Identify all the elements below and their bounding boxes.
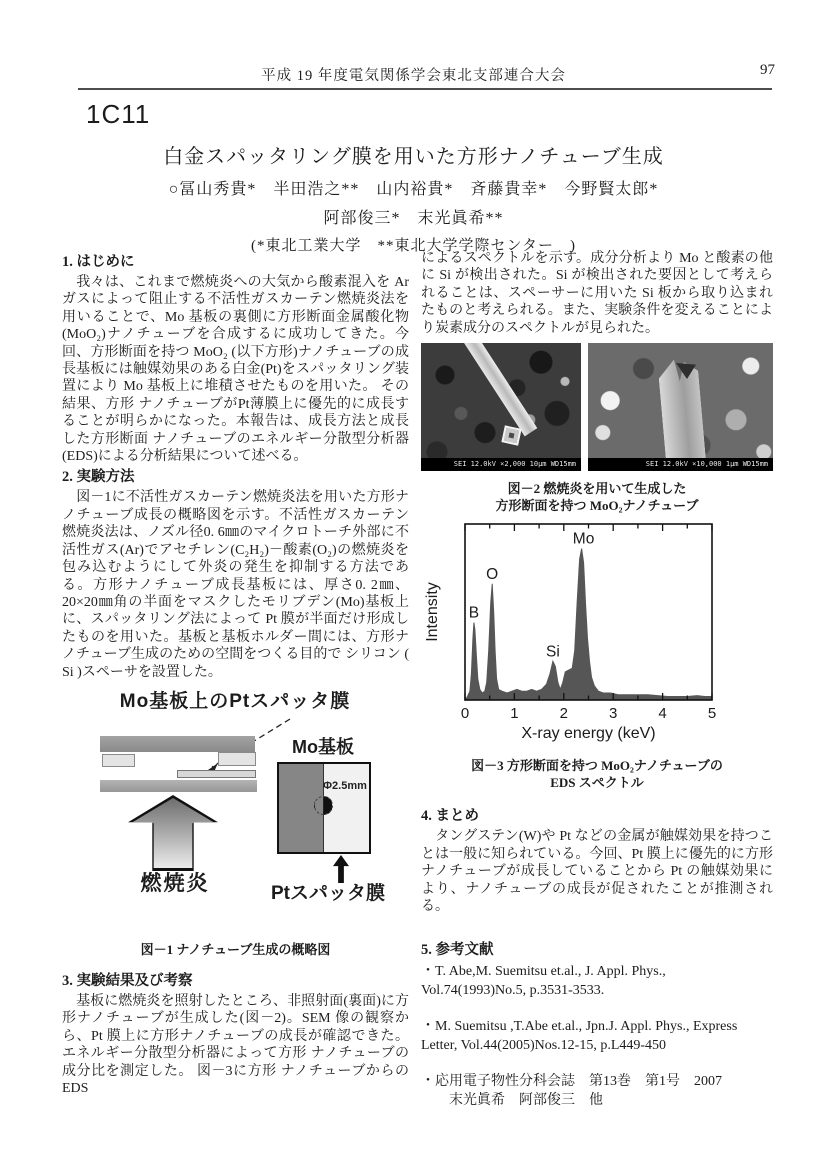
svg-text:X-ray energy (keV): X-ray energy (keV) <box>521 725 656 743</box>
pt-film-arrow-icon <box>333 855 349 883</box>
sem-image-right <box>588 343 773 471</box>
section-4-heading: 4. まとめ <box>421 808 479 825</box>
diameter-label: Φ2.5mm <box>323 779 367 792</box>
reference-item <box>421 1017 773 1055</box>
si-spacer-right <box>218 752 256 766</box>
section-5-heading: 5. 参考文献 <box>421 942 494 959</box>
authors-line-1: ○冨山秀貴* 半田浩之** 山内裕貴* 斉藤貴幸* 今野賢太郎* <box>168 181 659 198</box>
sem-left-status-bar: SEI 12.0kV ×2,000 10μm WD15mm <box>421 458 581 471</box>
figure-2-caption-line2: 方形断面を持つ MoO₂ナノチューブ <box>495 498 699 514</box>
figure-2-sem-images <box>421 343 773 471</box>
figure-2-caption-line1: 図－2 燃焼炎を用いて生成した <box>507 481 687 497</box>
eds-spectrum-chart <box>421 518 773 746</box>
reference-3-line1: ・応用電子物性分科会誌 第13巻 第1号 2007 <box>421 1074 722 1090</box>
reference-3-line2: 末光眞希 阿部俊三 他 <box>421 1093 603 1109</box>
svg-text:B: B <box>468 604 480 622</box>
pt-film-label: Ptスパッタ膜 <box>270 882 385 904</box>
svg-text:5: 5 <box>707 705 717 723</box>
reference-1-line2: Vol.74(1993)No.5, p.3531-3533. <box>421 983 605 999</box>
figure-3-caption-line2: EDS スペクトル <box>550 775 644 791</box>
nanotube-cross-section <box>501 425 521 445</box>
section-1-body: 我々は、これまで燃焼炎への大気から酸素混入を Ar ガスによって阻止する不活性ガスカーテン燃焼炎法を用いることで、Mo 基板の裏側に方形断面金属酸化物(MoO₂)ナノチューブを合成するに成功してきた。今回、方形断面を持つ MoO₂ (以下方形)ナノチューブの成長基板には触媒効果のある白金(Pt)をスパッタリング装置により Mo 基板上に堆積させたものを用いた。 その結果、方形 ナノチューブがPt薄膜上に優先的に成長することが明らかになった。本報告は、成長方法と成長した方形断面 ナノチューブのエネルギー分散型分析器(EDS)による分析結果について述べる。 <box>62 275 409 465</box>
header-rule <box>78 88 772 90</box>
svg-text:O: O <box>486 565 499 583</box>
section-3-body-continued: によるスペクトルを示す。成分分析より Mo と酸素の他に Si が検出された。Si が検出された要因として考えられることは、スペーサーに用いた Si 板から取り込まれたものと考えられる。また、実験条件を変えることにより炭素成分のスペクトルが見られた。 <box>421 251 773 336</box>
reference-1-line1: ・T. Abe,M. Suemitsu et.al., J. Appl. Phys., <box>421 964 666 980</box>
svg-text:Si: Si <box>546 643 560 661</box>
nanotube-shape <box>657 358 707 472</box>
svg-text:1: 1 <box>510 705 519 723</box>
figure-1-caption: 図－1 ナノチューブ生成の概略図 <box>140 941 331 957</box>
svg-text:0: 0 <box>460 705 470 723</box>
section-3-heading: 3. 実験結果及び考察 <box>62 972 193 989</box>
mo-substrate-label: Mo基板 <box>292 736 354 757</box>
section-1-heading: 1. はじめに <box>62 254 135 270</box>
flame-label: 燃焼炎 <box>140 871 210 895</box>
holder-top-bar <box>100 736 255 752</box>
title-block <box>0 140 827 255</box>
si-spacer-left <box>102 754 135 767</box>
nanotube-shape <box>455 343 537 436</box>
eds-chart-wrap <box>421 518 773 751</box>
svg-text:3: 3 <box>609 705 618 723</box>
figure-3-caption <box>421 757 773 791</box>
reference-item <box>421 962 773 1000</box>
figure-2-caption <box>421 480 773 514</box>
conference-header: 平成 19 年度電気関係学会東北支部連合大会 <box>261 68 566 84</box>
svg-text:2: 2 <box>559 705 568 723</box>
svg-text:4: 4 <box>658 705 667 723</box>
page-number: 97 <box>760 62 775 78</box>
right-column <box>421 250 773 1127</box>
section-2-heading: 2. 実験方法 <box>62 469 135 486</box>
figure-3-caption-line1: 図－3 方形断面を持つ MoO₂ナノチューブの <box>471 758 723 774</box>
svg-text:Mo: Mo <box>572 530 595 548</box>
reference-2-line1: ・M. Suemitsu ,T.Abe et.al., Jpn.J. Appl. Phys., Express <box>421 1019 738 1035</box>
reference-2-line2: Letter, Vol.44(2005)Nos.12-15, p.L449-450 <box>421 1038 667 1054</box>
authors-line-2: 阿部俊三* 末光眞希** <box>323 210 504 227</box>
section-2-body: 図－1に不活性ガスカーテン燃焼炎法を用いた方形ナノチューブ成長の概略図を示す。不活性ガスカーテン燃焼炎法は、ノズル径0. 6㎜のマイクロトーチ外部に不活性ガス(Ar)でアセチレン(C₂H₂)－酸素(O₂)の燃焼炎を包み込むようにして外炎の発生を抑制する方法である。方形ナノチューブ成長基板には、厚さ0. 2㎜、20×20㎜角の半面をマスクしたモリブデン(Mo)基板上に、スパッタリング法によって Pt 膜が半面だけ形成したものを用いた。基板と基板ホルダー間には、方形ナノチューブ生成のための空間をつくる目的で シリコン ( Si )スペーサを設置した。 <box>62 490 409 680</box>
section-3-body: 基板に燃焼炎を照射したところ、非照射面(裏面)に方形ナノチューブが生成した(図－2)。SEM 像の観察から、Pt 膜上に方形ナノチューブの成長が確認できた。エネルギー分散型分析器によって方形 ナノチューブの成分比を測定した。 図－3に方形 ナノチューブからの EDS <box>62 993 409 1096</box>
session-id: 1C11 <box>86 99 151 129</box>
reference-item <box>421 1072 773 1110</box>
sem-image-left <box>421 343 581 471</box>
section-4-body: タングステン(W)や Pt などの金属が触媒効果を持つことは一般に知られている。今回、Pt 膜上に優先的に方形ナノチューブが成長していることから Pt の触媒効果により、ナノチューブの成長が促されたことが推測される。 <box>421 829 773 915</box>
svg-text:Intensity: Intensity <box>424 582 441 642</box>
sem-right-status-bar: SEI 12.0kV ×10,000 1μm WD15mm <box>588 458 773 471</box>
mo-substrate-bar <box>100 780 257 792</box>
left-column <box>62 250 409 1097</box>
paper-title: 白金スパッタリング膜を用いた方形ナノチューブ生成 <box>163 146 664 168</box>
substrate-top-view <box>277 762 371 854</box>
flame-arrow-icon <box>128 795 218 871</box>
flame-spot-icon <box>314 796 333 815</box>
figure-1-diagram-title: Mo基板上のPtスパッタ膜 <box>119 690 351 712</box>
pt-film-layer <box>177 770 256 778</box>
figure-1-diagram <box>62 690 409 935</box>
affiliation: (*東北工業大学 **東北大学学際センター ) <box>251 238 576 254</box>
